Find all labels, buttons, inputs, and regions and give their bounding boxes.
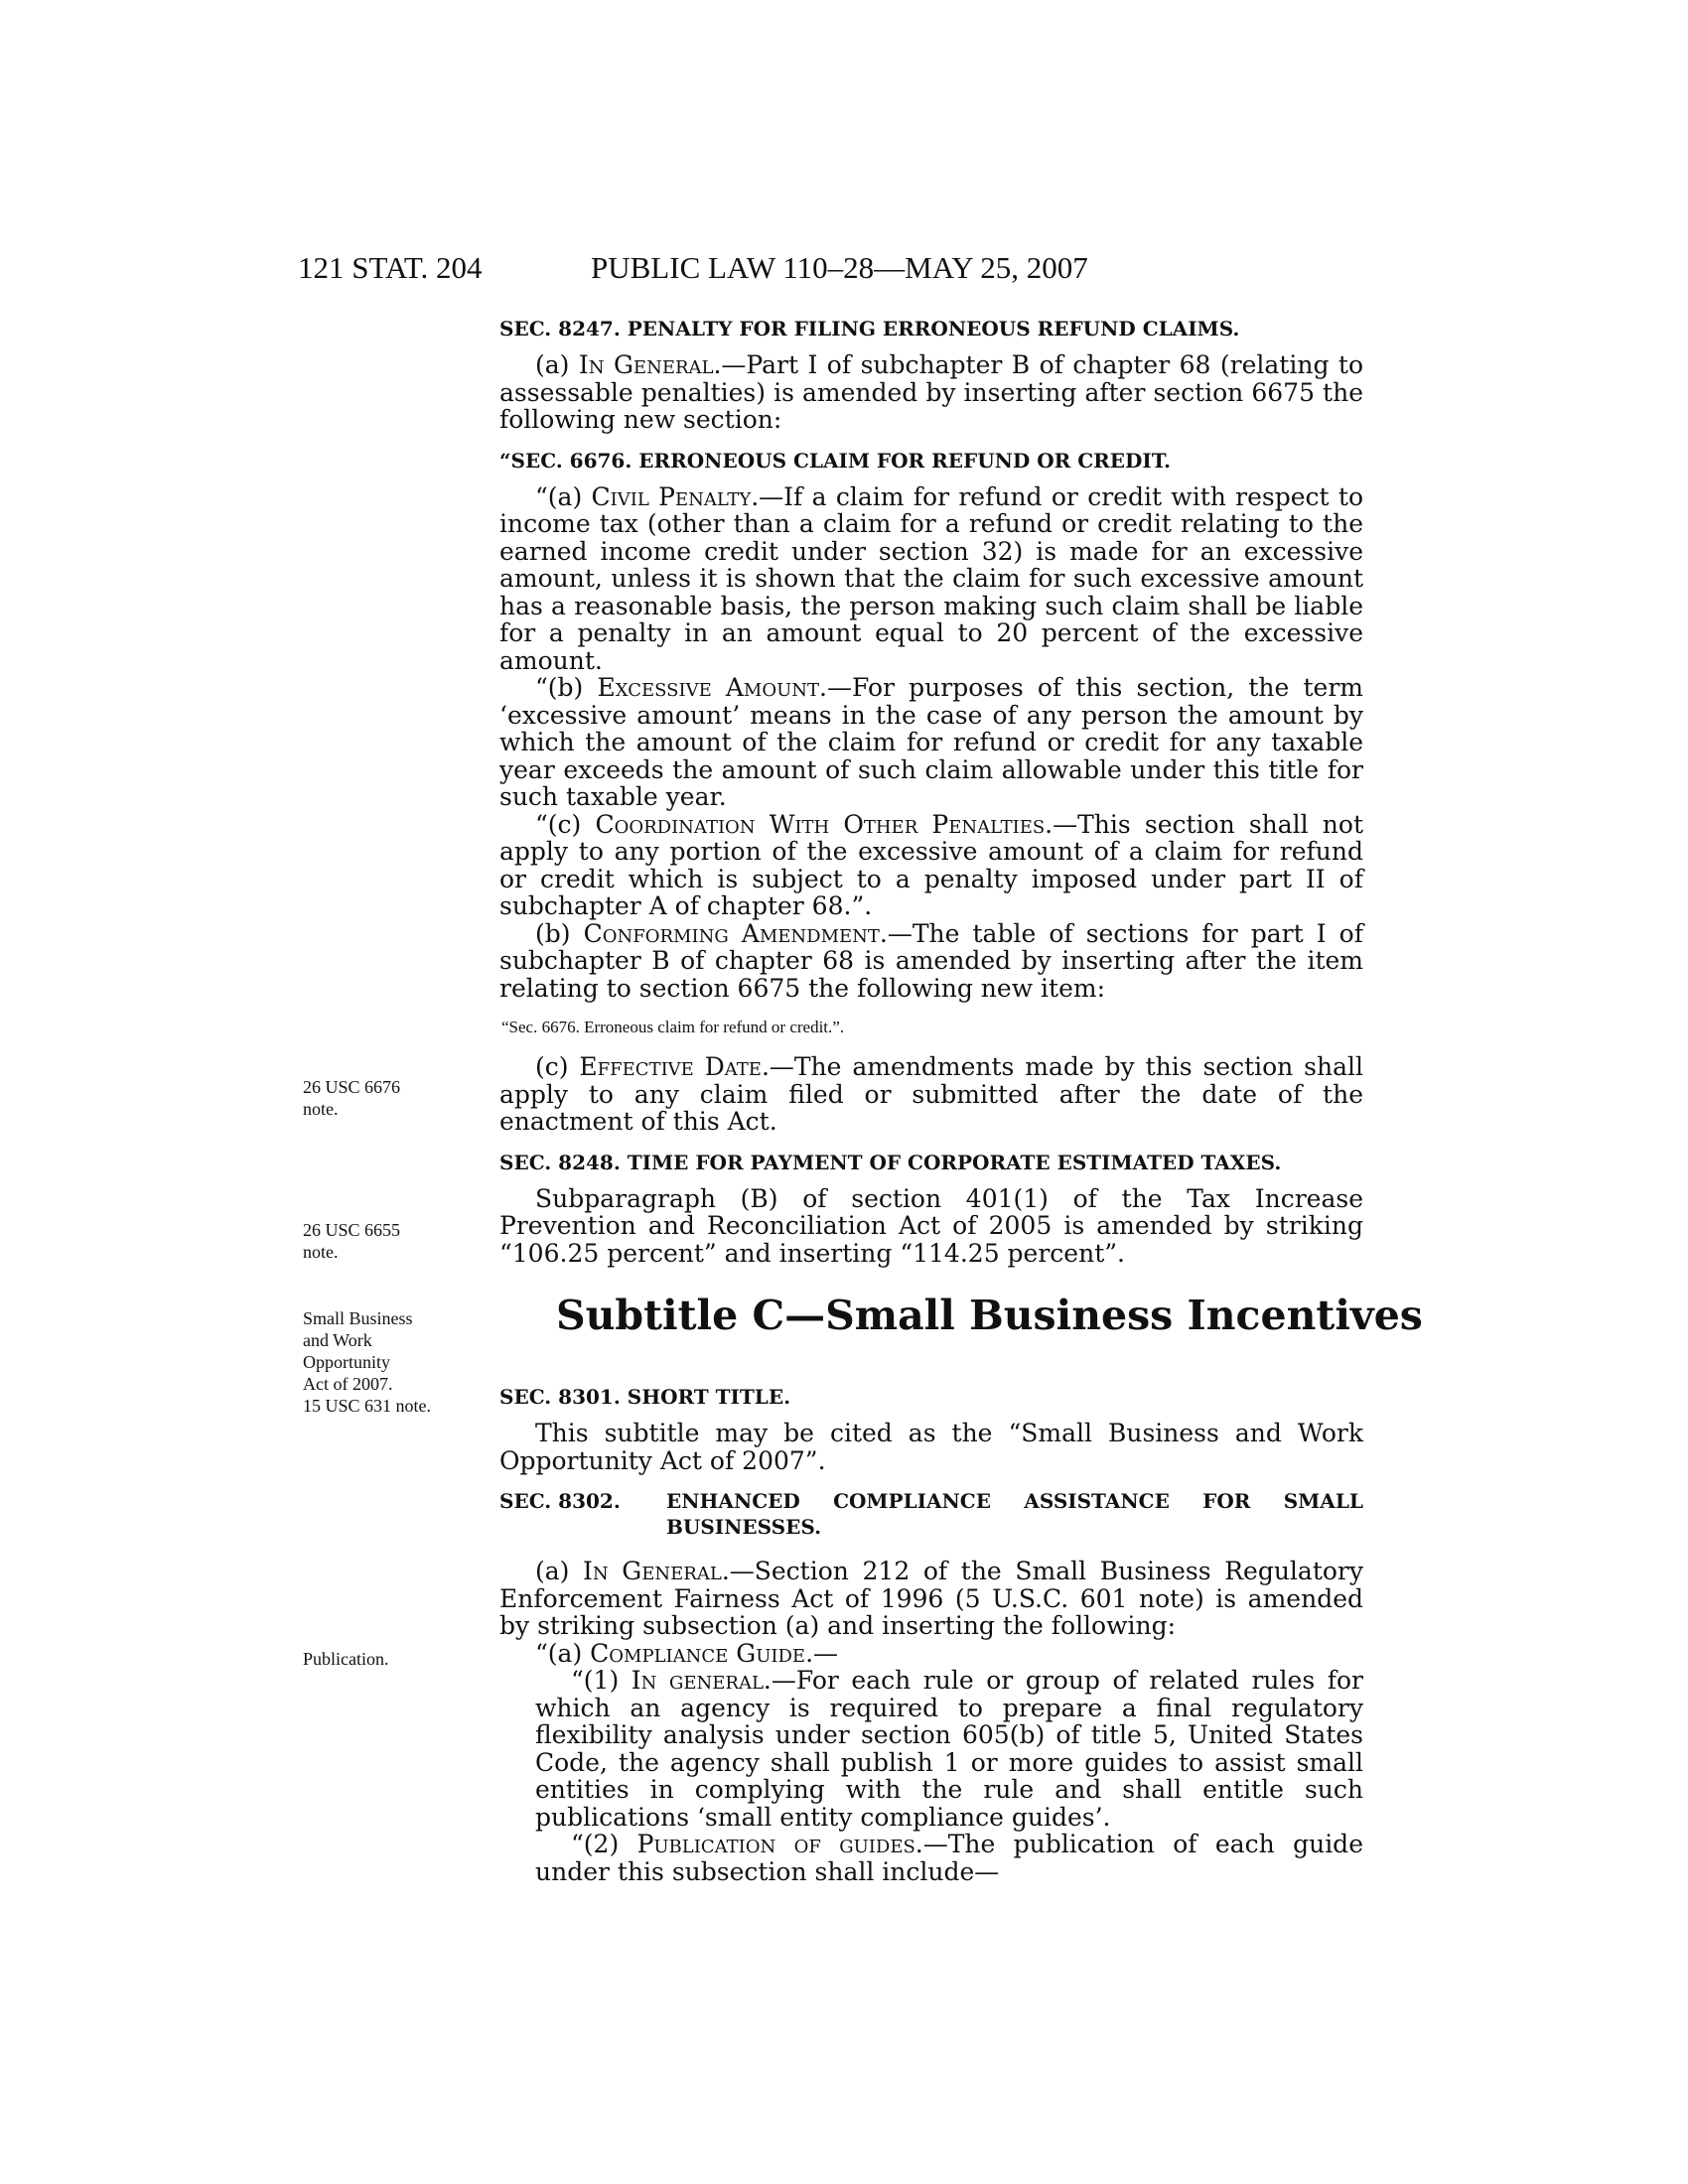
margin-note-publication: Publication. — [303, 1649, 389, 1669]
paragraph-8247-c: (c) Effective Date.—The amendments made by this section shall apply to any claim filed or submitted after the date of the enactment of this Act. — [499, 1052, 1364, 1136]
table-of-sections-item: “Sec. 6676. Erroneous claim for refund or credit.”. — [501, 1018, 845, 1036]
stat-page-number: 121 STAT. 204 — [298, 250, 483, 285]
paragraph-6676-a: “(a) Civil Penalty.—If a claim for refund or credit with respect to income tax (other than a claim for a refund or credit relating to the earned income credit under section 32) is made for an excessive amount, unless it is shown that the claim for such excessive amount has a reasonable basis, the person making such claim shall be liable for a penalty in an amount equal to 20 percent of the excessive amount. — [499, 481, 1364, 675]
paragraph-8302-a: (a) In General.—Section 212 of the Small Business Regulatory Enforcement Fairness Act of 1996 (5 U.S.C. 601 note) is amended by striking subsection (a) and inserting the following: — [499, 1557, 1363, 1640]
section-heading-8302: SEC. 8302. ENHANCED COMPLIANCE ASSISTANCE FOR SMALL BUSINESSES. — [499, 1489, 1363, 1539]
paragraph-compliance-guide: “(a) Compliance Guide.— — [535, 1638, 839, 1668]
paragraph-8247-a: (a) In General.—Part I of subchapter B of chapter 68 (relating to assessable penalties) is amended by inserting after section 6675 the following new section: — [499, 350, 1364, 434]
paragraph-6676-b: “(b) Excessive Amount.—For purposes of this section, the term ‘excessive amount’ means in the case of any person the amount by which the amount of the claim for refund or credit for any taxable year exceeds the amount of such claim allowable under this title for such taxable year. — [499, 673, 1363, 811]
main-text-column — [499, 316, 1363, 1885]
paragraph-8301: This subtitle may be cited as the “Small Business and Work Opportunity Act of 2007”. — [499, 1419, 1363, 1475]
subtitle-heading: Subtitle C—Small Business Incentives — [556, 1292, 1423, 1339]
margin-note-short-title: Small Business and Work Opportunity Act of 2007. 15 USC 631 note. — [303, 1308, 432, 1416]
section-heading-6676: “SEC. 6676. ERRONEOUS CLAIM FOR REFUND OR CREDIT. — [499, 448, 1171, 473]
paragraph-8247-b: (b) Conforming Amendment.—The table of sections for part I of subchapter B of chapter 68 is amended by inserting after the item relating to section 6675 the following new item: — [499, 918, 1363, 1003]
section-heading-8248: SEC. 8248. TIME FOR PAYMENT OF CORPORATE ESTIMATED TAXES. — [499, 1150, 1282, 1174]
paragraph-8248: Subparagraph (B) of section 401(1) of the Tax Increase Prevention and Reconciliation Act of 2005 is amended by striking “106.25 percent” and inserting “114.25 percent”. — [499, 1183, 1363, 1268]
margin-note-usc-6676: 26 USC 6676 note. — [303, 1077, 401, 1119]
paragraph-compliance-guide-1: “(1) In general.—For each rule or group of related rules for which an agency is required to prepare a final regulatory flexibility analysis under section 605(b) of title 5, United States Code, the agency shall publish 1 or more guides to assist small entities in complying with the rule and shall entitle such publications ‘small entity compliance guides’. — [535, 1666, 1363, 1832]
section-heading-8301: SEC. 8301. SHORT TITLE. — [499, 1385, 791, 1409]
paragraph-6676-c: “(c) Coordination With Other Penalties.—This section shall not apply to any portion of the excessive amount of a claim for refund or credit which is subject to a penalty imposed under part II of subchapter A of chapter 68.”. — [499, 809, 1363, 920]
margin-note-usc-6655: 26 USC 6655 note. — [303, 1220, 401, 1262]
paragraph-compliance-guide-2: “(2) Publication of guides.—The publication of each guide under this subsection shall include— — [535, 1830, 1363, 1886]
running-header: PUBLIC LAW 110–28—MAY 25, 2007 — [591, 250, 1088, 285]
section-heading-8247: SEC. 8247. PENALTY FOR FILING ERRONEOUS REFUND CLAIMS. — [499, 317, 1240, 341]
